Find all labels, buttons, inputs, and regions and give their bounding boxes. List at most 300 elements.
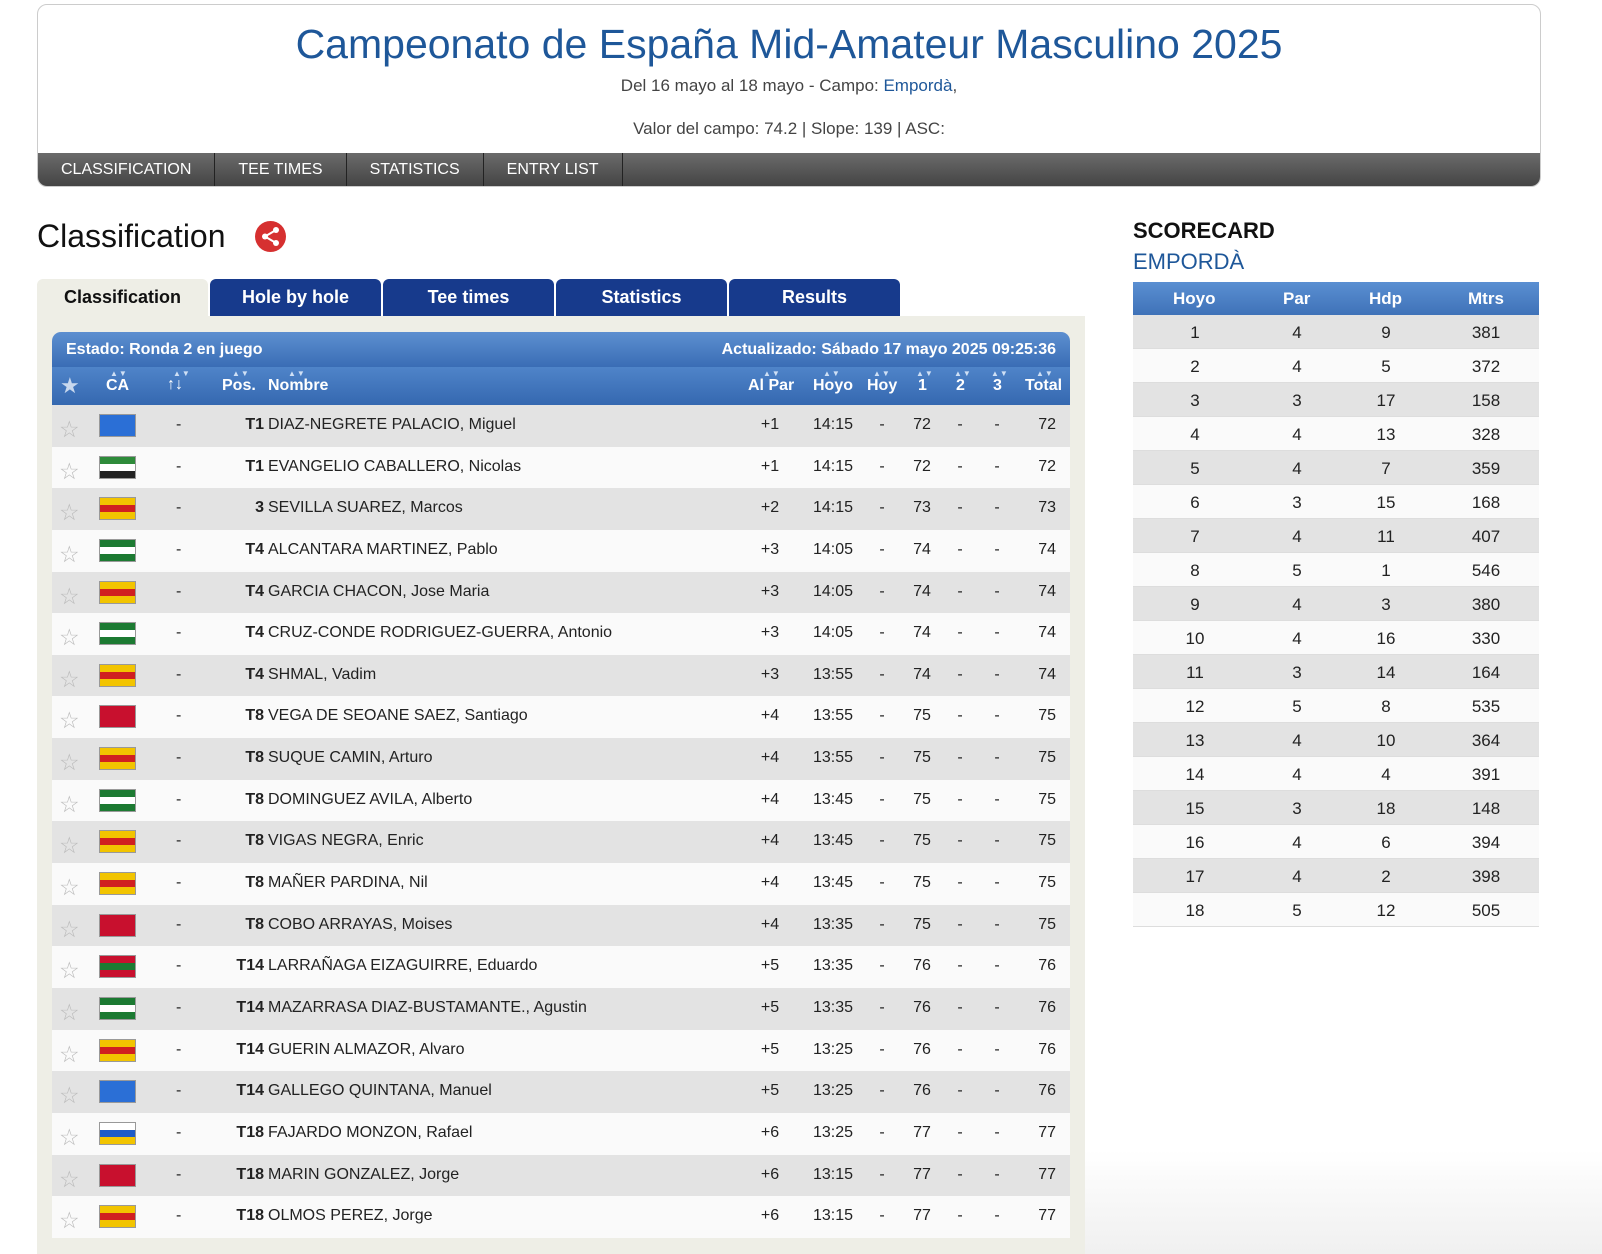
player-name[interactable]: DIAZ-NEGRETE PALACIO, Miguel xyxy=(268,416,516,433)
leaderboard-rows xyxy=(52,405,1070,1254)
round-3-score: - xyxy=(994,582,1000,600)
player-name[interactable]: GUERIN ALMAZOR, Alvaro xyxy=(268,1040,465,1058)
position: T14 xyxy=(236,1082,264,1100)
round-3-score: - xyxy=(994,915,1000,933)
favorite-star-icon[interactable]: ☆ xyxy=(59,1207,80,1234)
region-flag-icon xyxy=(99,622,136,645)
favorite-star-icon[interactable]: ☆ xyxy=(59,457,80,484)
today-score: - xyxy=(879,874,885,892)
scorecard-header xyxy=(1133,282,1539,315)
top-nav-classification[interactable]: CLASSIFICATION xyxy=(38,153,215,186)
sort-name-icon[interactable]: ▲▼ xyxy=(288,369,306,378)
tab-statistics[interactable]: Statistics xyxy=(556,279,727,316)
hole-meters: 372 xyxy=(1471,357,1501,376)
scorecard-col-mtrs: Mtrs xyxy=(1468,289,1504,308)
scorecard-row xyxy=(1133,417,1539,451)
region-flag-icon xyxy=(99,414,136,437)
round-1-score: 76 xyxy=(913,1040,931,1058)
favorite-star-icon[interactable]: ☆ xyxy=(59,540,80,567)
region-flag-icon xyxy=(99,456,136,479)
sort-hoyo-icon[interactable]: ▲▼ xyxy=(823,369,841,378)
position-move: - xyxy=(176,915,182,933)
move-arrows-icon[interactable]: ↑↓ xyxy=(167,376,183,393)
player-name[interactable]: SHMAL, Vadim xyxy=(268,665,377,683)
favorite-star-icon[interactable]: ☆ xyxy=(59,1123,80,1150)
favorite-star-icon[interactable]: ☆ xyxy=(59,499,80,526)
region-flag-icon xyxy=(99,830,136,853)
hole-handicap: 3 xyxy=(1381,595,1391,614)
player-name[interactable]: CRUZ-CONDE RODRIGUEZ-GUERRA, Antonio xyxy=(268,624,613,642)
hole-number: 1 xyxy=(1190,323,1200,342)
hole-number: 18 xyxy=(1185,901,1205,920)
hole-number: 17 xyxy=(1185,867,1205,886)
favorite-star-icon[interactable]: ☆ xyxy=(59,749,80,776)
sort-alpar-icon[interactable]: ▲▼ xyxy=(763,369,781,378)
tab-tee-times[interactable]: Tee times xyxy=(383,279,554,316)
hole-meters: 391 xyxy=(1471,765,1501,784)
favorite-star-icon[interactable]: ☆ xyxy=(59,1040,80,1067)
position-move: - xyxy=(176,749,182,767)
hole-par: 3 xyxy=(1292,493,1302,512)
favorite-star-icon[interactable]: ☆ xyxy=(59,582,80,609)
scorecard-row xyxy=(1133,893,1539,927)
scorecard-row xyxy=(1133,723,1539,757)
scorecard-row xyxy=(1133,655,1539,689)
score-to-par: +6 xyxy=(760,1207,780,1225)
round-1-score: 75 xyxy=(913,749,931,767)
sort-r1-icon[interactable]: ▲▼ xyxy=(916,369,934,378)
hole-number: 13 xyxy=(1185,731,1205,750)
table-row[interactable] xyxy=(52,1030,1070,1072)
page-fade xyxy=(1085,1150,1602,1254)
round-1-score: 75 xyxy=(913,874,931,892)
today-score: - xyxy=(879,582,885,600)
round-3-score: - xyxy=(994,832,1000,850)
score-to-par: +3 xyxy=(760,665,780,683)
sort-r2-icon[interactable]: ▲▼ xyxy=(954,369,972,378)
hole-number: 14 xyxy=(1185,765,1205,784)
round-3-score: - xyxy=(994,1207,1000,1225)
score-to-par: +1 xyxy=(760,457,780,475)
round-3-score: - xyxy=(994,457,1000,475)
current-hole: 13:35 xyxy=(812,998,854,1016)
player-name[interactable]: MAZARRASA DIAZ-BUSTAMANTE., Agustin xyxy=(268,998,587,1016)
round-2-score: - xyxy=(957,457,963,475)
total-score: 77 xyxy=(1038,1207,1056,1225)
today-score: - xyxy=(879,624,885,642)
player-name[interactable]: OLMOS PEREZ, Jorge xyxy=(268,1207,433,1225)
total-score: 76 xyxy=(1038,998,1056,1016)
table-row[interactable] xyxy=(52,863,1070,905)
scorecard-row xyxy=(1133,859,1539,893)
col-round-3[interactable]: 3 xyxy=(993,377,1002,394)
hole-meters: 359 xyxy=(1471,459,1501,478)
table-row[interactable] xyxy=(52,821,1070,863)
col-pos[interactable]: Pos. xyxy=(222,377,256,394)
hole-meters: 380 xyxy=(1471,595,1501,614)
player-name[interactable]: GARCIA CHACON, Jose Maria xyxy=(268,582,490,600)
round-2-score: - xyxy=(957,499,963,517)
round-3-score: - xyxy=(994,1082,1000,1100)
table-row[interactable] xyxy=(52,613,1070,655)
hole-handicap: 4 xyxy=(1381,765,1391,784)
round-1-score: 75 xyxy=(913,915,931,933)
region-flag-icon xyxy=(99,914,136,937)
round-2-score: - xyxy=(957,790,963,808)
total-score: 76 xyxy=(1038,957,1056,975)
dates-suffix: , xyxy=(952,76,958,95)
hole-number: 9 xyxy=(1190,595,1200,614)
table-row[interactable] xyxy=(52,405,1070,447)
current-hole: 13:45 xyxy=(812,874,854,892)
hole-handicap: 12 xyxy=(1376,901,1396,920)
hole-number: 8 xyxy=(1190,561,1200,580)
favorites-star-icon[interactable]: ★ xyxy=(60,373,80,398)
tab-classification[interactable]: Classification xyxy=(37,279,208,316)
round-2-score: - xyxy=(957,1082,963,1100)
hole-par: 5 xyxy=(1292,901,1302,920)
table-row[interactable] xyxy=(52,572,1070,614)
tab-results[interactable]: Results xyxy=(729,279,900,316)
position-move: - xyxy=(176,832,182,850)
tab-hole-by-hole[interactable]: Hole by hole xyxy=(210,279,381,316)
sort-hoy-icon[interactable]: ▲▼ xyxy=(873,369,891,378)
round-2-score: - xyxy=(957,998,963,1016)
tournament-title: Campeonato de España Mid-Amateur Masculino 2025 xyxy=(295,21,1283,67)
today-score: - xyxy=(879,998,885,1016)
hole-handicap: 17 xyxy=(1376,391,1396,410)
table-row[interactable] xyxy=(52,780,1070,822)
round-3-score: - xyxy=(994,665,1000,683)
position: 3 xyxy=(255,499,264,517)
tab-bar xyxy=(37,279,902,316)
table-row[interactable] xyxy=(52,1071,1070,1113)
player-name[interactable]: MAÑER PARDINA, Nil xyxy=(268,874,428,892)
col-total[interactable]: Total xyxy=(1025,377,1063,394)
favorite-star-icon[interactable]: ☆ xyxy=(59,998,80,1025)
position-move: - xyxy=(176,1040,182,1058)
hole-par: 5 xyxy=(1292,697,1302,716)
table-row[interactable] xyxy=(52,447,1070,489)
updated-timestamp: Actualizado: Sábado 17 mayo 2025 09:25:36 xyxy=(721,341,1056,358)
region-flag-icon xyxy=(99,1039,136,1062)
hole-number: 6 xyxy=(1190,493,1200,512)
hole-meters: 148 xyxy=(1471,799,1501,818)
position-move: - xyxy=(176,874,182,892)
position-move: - xyxy=(176,416,182,433)
scorecard-row xyxy=(1133,621,1539,655)
favorite-star-icon[interactable]: ☆ xyxy=(59,790,80,817)
player-name[interactable]: MARIN GONZALEZ, Jorge xyxy=(268,1165,460,1183)
current-hole: 13:55 xyxy=(812,665,854,683)
favorite-star-icon[interactable]: ☆ xyxy=(59,832,80,859)
top-nav-statistics[interactable]: STATISTICS xyxy=(347,153,484,186)
position-move: - xyxy=(176,1165,182,1183)
current-hole: 13:45 xyxy=(812,832,854,850)
scorecard-row xyxy=(1133,315,1539,349)
current-hole: 14:15 xyxy=(812,499,854,517)
position-move: - xyxy=(176,707,182,725)
position-move: - xyxy=(176,457,182,475)
hole-number: 12 xyxy=(1185,697,1205,716)
table-row[interactable] xyxy=(52,1155,1070,1197)
favorite-star-icon[interactable]: ☆ xyxy=(59,957,80,984)
round-2-score: - xyxy=(957,1165,963,1183)
hole-meters: 398 xyxy=(1471,867,1501,886)
favorite-star-icon[interactable]: ☆ xyxy=(59,624,80,651)
player-name[interactable]: DOMINGUEZ AVILA, Alberto xyxy=(268,790,473,808)
hole-handicap: 11 xyxy=(1377,527,1395,546)
today-score: - xyxy=(879,499,885,517)
round-2-score: - xyxy=(957,582,963,600)
player-name[interactable]: EVANGELIO CABALLERO, Nicolas xyxy=(268,457,522,475)
today-score: - xyxy=(879,749,885,767)
round-1-score: 72 xyxy=(913,457,931,475)
today-score: - xyxy=(879,540,885,558)
region-flag-icon xyxy=(99,1205,136,1228)
col-hoy[interactable]: Hoy xyxy=(867,377,898,394)
hole-handicap: 13 xyxy=(1376,425,1396,444)
position: T8 xyxy=(245,749,264,767)
table-row[interactable] xyxy=(52,905,1070,947)
favorite-star-icon[interactable]: ☆ xyxy=(59,665,80,692)
col-name[interactable]: Nombre xyxy=(268,377,329,394)
favorite-star-icon[interactable]: ☆ xyxy=(59,915,80,942)
favorite-star-icon[interactable]: ☆ xyxy=(59,707,80,734)
table-row[interactable] xyxy=(52,1113,1070,1155)
hole-handicap: 18 xyxy=(1376,799,1396,818)
round-3-score: - xyxy=(994,707,1000,725)
region-flag-icon xyxy=(99,789,136,812)
region-flag-icon xyxy=(99,539,136,562)
region-flag-icon xyxy=(99,664,136,687)
hole-par: 4 xyxy=(1292,527,1302,546)
region-flag-icon xyxy=(99,1080,136,1103)
round-status: Estado: Ronda 2 en juego xyxy=(66,341,263,358)
round-1-score: 77 xyxy=(913,1123,931,1141)
scorecard-course: EMPORDÀ xyxy=(1133,249,1245,274)
today-score: - xyxy=(879,1123,885,1141)
table-header xyxy=(52,367,1070,405)
hole-handicap: 16 xyxy=(1376,629,1396,648)
region-flag-icon xyxy=(99,1122,136,1145)
total-score: 75 xyxy=(1038,832,1056,850)
position: T8 xyxy=(245,832,264,850)
position: T8 xyxy=(245,915,264,933)
top-nav-tee-times[interactable]: TEE TIMES xyxy=(215,153,346,186)
current-hole: 13:25 xyxy=(812,1040,854,1058)
hole-par: 4 xyxy=(1292,731,1302,750)
round-2-score: - xyxy=(957,416,963,433)
scorecard-col-hdp: Hdp xyxy=(1369,289,1403,308)
share-icon[interactable] xyxy=(255,221,286,252)
scorecard-row xyxy=(1133,825,1539,859)
current-hole: 13:55 xyxy=(812,707,854,725)
favorite-star-icon[interactable]: ☆ xyxy=(59,1082,80,1109)
scorecard-row xyxy=(1133,451,1539,485)
course-link[interactable]: Empordà xyxy=(883,76,953,95)
region-flag-icon xyxy=(99,705,136,728)
hole-handicap: 2 xyxy=(1381,867,1391,886)
current-hole: 13:15 xyxy=(812,1165,854,1183)
current-hole: 13:45 xyxy=(812,790,854,808)
round-3-score: - xyxy=(994,957,1000,975)
table-row[interactable] xyxy=(52,946,1070,988)
hole-par: 4 xyxy=(1292,357,1302,376)
hole-number: 10 xyxy=(1185,629,1205,648)
player-name[interactable]: FAJARDO MONZON, Rafael xyxy=(268,1123,473,1141)
total-score: 75 xyxy=(1038,749,1056,767)
table-row[interactable] xyxy=(52,738,1070,780)
table-row[interactable] xyxy=(52,1196,1070,1238)
round-1-score: 77 xyxy=(913,1207,931,1225)
round-2-score: - xyxy=(957,540,963,558)
round-3-score: - xyxy=(994,1123,1000,1141)
total-score: 74 xyxy=(1038,582,1056,600)
score-to-par: +5 xyxy=(760,998,780,1016)
round-3-score: - xyxy=(994,416,1000,433)
region-flag-icon xyxy=(99,955,136,978)
round-3-score: - xyxy=(994,1040,1000,1058)
scorecard-col-hoyo: Hoyo xyxy=(1173,289,1216,308)
position-move: - xyxy=(176,499,182,517)
round-1-score: 75 xyxy=(913,790,931,808)
hole-par: 3 xyxy=(1292,799,1302,818)
sort-pos-icon[interactable]: ▲▼ xyxy=(232,369,250,378)
player-name[interactable]: SUQUE CAMIN, Arturo xyxy=(268,749,433,767)
hole-meters: 158 xyxy=(1471,391,1501,410)
position: T1 xyxy=(245,457,264,475)
player-name[interactable]: VIGAS NEGRA, Enric xyxy=(268,832,424,850)
position: T4 xyxy=(245,624,264,642)
table-row[interactable] xyxy=(52,696,1070,738)
round-2-score: - xyxy=(957,957,963,975)
today-score: - xyxy=(879,915,885,933)
sort-ca-icon[interactable]: ▲▼ xyxy=(110,369,128,378)
current-hole: 13:25 xyxy=(812,1082,854,1100)
table-row[interactable] xyxy=(52,488,1070,530)
top-nav-entry-list[interactable]: ENTRY LIST xyxy=(484,153,623,186)
sort-total-icon[interactable]: ▲▼ xyxy=(1036,369,1054,378)
score-to-par: +6 xyxy=(760,1165,780,1183)
tournament-header xyxy=(37,4,1541,187)
position: T4 xyxy=(245,665,264,683)
player-name[interactable]: ALCANTARA MARTINEZ, Pablo xyxy=(268,540,498,558)
sort-move-icon[interactable]: ▲▼ xyxy=(173,369,191,378)
round-1-score: 77 xyxy=(913,1165,931,1183)
hole-meters: 168 xyxy=(1471,493,1501,512)
scorecard-row xyxy=(1133,791,1539,825)
hole-par: 3 xyxy=(1292,663,1302,682)
position-move: - xyxy=(176,665,182,683)
sort-r3-icon[interactable]: ▲▼ xyxy=(991,369,1009,378)
round-2-score: - xyxy=(957,707,963,725)
player-name[interactable]: VEGA DE SEOANE SAEZ, Santiago xyxy=(268,707,528,725)
round-1-score: 73 xyxy=(913,499,931,517)
hole-par: 4 xyxy=(1292,867,1302,886)
position: T4 xyxy=(245,540,264,558)
round-1-score: 76 xyxy=(913,998,931,1016)
hole-meters: 164 xyxy=(1471,663,1501,682)
hole-meters: 364 xyxy=(1471,731,1501,750)
current-hole: 13:35 xyxy=(812,957,854,975)
round-3-score: - xyxy=(994,499,1000,517)
position: T14 xyxy=(236,1040,264,1058)
position-move: - xyxy=(176,1123,182,1141)
hole-par: 4 xyxy=(1292,833,1302,852)
hole-handicap: 9 xyxy=(1381,323,1391,342)
hole-meters: 407 xyxy=(1471,527,1501,546)
position-move: - xyxy=(176,998,182,1016)
player-name[interactable]: COBO ARRAYAS, Moises xyxy=(268,915,453,933)
score-to-par: +4 xyxy=(760,832,780,850)
total-score: 72 xyxy=(1038,457,1056,475)
table-row[interactable] xyxy=(52,655,1070,697)
region-flag-icon xyxy=(99,1164,136,1187)
hole-number: 2 xyxy=(1190,357,1200,376)
today-score: - xyxy=(879,1207,885,1225)
total-score: 76 xyxy=(1038,1040,1056,1058)
region-flag-icon xyxy=(99,747,136,770)
col-hoyo[interactable]: Hoyo xyxy=(813,377,853,394)
player-name[interactable]: LARRAÑAGA EIZAGUIRRE, Eduardo xyxy=(268,957,538,975)
position: T18 xyxy=(236,1123,264,1141)
total-score: 74 xyxy=(1038,624,1056,642)
today-score: - xyxy=(879,1082,885,1100)
player-name[interactable]: SEVILLA SUAREZ, Marcos xyxy=(268,499,463,517)
round-1-score: 74 xyxy=(913,665,931,683)
scorecard-rows xyxy=(1133,315,1539,927)
position: T14 xyxy=(236,957,264,975)
hole-handicap: 14 xyxy=(1376,663,1396,682)
table-row[interactable] xyxy=(52,988,1070,1030)
table-row[interactable] xyxy=(52,530,1070,572)
today-score: - xyxy=(879,1040,885,1058)
hole-number: 4 xyxy=(1190,425,1200,444)
position-move: - xyxy=(176,1207,182,1225)
col-round-2[interactable]: 2 xyxy=(956,377,965,394)
col-ca[interactable]: CA xyxy=(106,377,130,394)
current-hole: 14:05 xyxy=(812,540,854,558)
dates-text: Del 16 mayo al 18 mayo - Campo: xyxy=(620,76,884,95)
tournament-dates xyxy=(38,76,1540,96)
col-round-1[interactable]: 1 xyxy=(918,377,927,394)
round-3-score: - xyxy=(994,1165,1000,1183)
hole-handicap: 15 xyxy=(1376,493,1396,512)
total-score: 73 xyxy=(1038,499,1056,517)
hole-meters: 328 xyxy=(1471,425,1501,444)
round-1-score: 75 xyxy=(913,707,931,725)
score-to-par: +4 xyxy=(760,874,780,892)
score-to-par: +4 xyxy=(760,749,780,767)
favorite-star-icon[interactable]: ☆ xyxy=(59,874,80,901)
hole-handicap: 10 xyxy=(1376,731,1396,750)
favorite-star-icon[interactable]: ☆ xyxy=(59,416,80,442)
score-to-par: +3 xyxy=(760,540,780,558)
current-hole: 14:15 xyxy=(812,416,854,433)
scorecard-row xyxy=(1133,349,1539,383)
total-score: 77 xyxy=(1038,1123,1056,1141)
score-to-par: +4 xyxy=(760,915,780,933)
position: T4 xyxy=(245,582,264,600)
round-1-score: 74 xyxy=(913,582,931,600)
hole-number: 5 xyxy=(1190,459,1200,478)
player-name[interactable]: GALLEGO QUINTANA, Manuel xyxy=(268,1082,492,1100)
col-alpar[interactable]: Al Par xyxy=(748,377,795,394)
round-2-score: - xyxy=(957,624,963,642)
position: T8 xyxy=(245,707,264,725)
favorite-star-icon[interactable]: ☆ xyxy=(59,1165,80,1192)
